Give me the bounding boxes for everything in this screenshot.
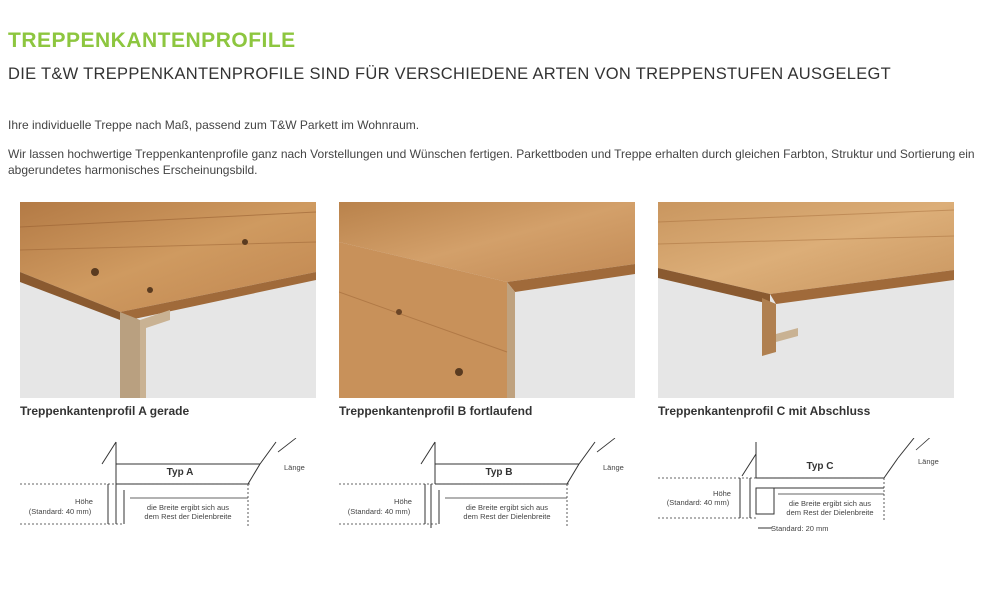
profile-b-caption: Treppenkantenprofil B fortlaufend [339, 404, 533, 418]
profile-b-type-label: Typ B [485, 467, 513, 478]
profile-c-width-note-2: dem Rest der Dielenbreite [786, 508, 874, 517]
profile-a-type-label: Typ A [166, 467, 194, 478]
profile-a-height-std: (Standard: 40 mm) [28, 507, 92, 516]
profile-b-width-note-2: dem Rest der Dielenbreite [463, 512, 551, 521]
profile-b-width-note-1: die Breite ergibt sich aus [465, 503, 549, 512]
profile-b-photo [339, 202, 635, 398]
page-subtitle: DIE T&W TREPPENKANTENPROFILE SIND FÜR VERSCHIEDENE ARTEN VON TREPPENSTUFEN AUSGELEGT [8, 65, 892, 83]
page-title: TREPPENKANTENPROFILE [8, 29, 296, 52]
profile-a-photo [20, 202, 316, 398]
profile-a-diagram [20, 438, 316, 538]
profile-c-height-std: (Standard: 40 mm) [666, 498, 730, 507]
profile-card-c [658, 202, 954, 533]
profile-b-height-std: (Standard: 40 mm) [347, 507, 411, 516]
profile-c-height-label: Höhe [713, 489, 731, 498]
profile-c-length-label: Länge [918, 457, 939, 466]
profile-a-height-label: Höhe [75, 497, 93, 506]
profile-a-length-label: Länge [284, 463, 305, 472]
profile-card-b [339, 202, 635, 521]
intro-paragraph-1: Ihre individuelle Treppe nach Maß, passend zum T&W Parkett im Wohnraum. [8, 118, 420, 132]
profile-c-caption: Treppenkantenprofil C mit Abschluss [658, 404, 871, 418]
profile-b-height-label: Höhe [394, 497, 412, 506]
profile-c-bottom-std: Standard: 20 mm [771, 524, 829, 533]
profile-c-diagram [658, 438, 954, 538]
profile-c-photo [658, 202, 954, 398]
profile-a-width-note-2: dem Rest der Dielenbreite [144, 512, 232, 521]
intro-paragraph-2: Wir lassen hochwertige Treppenkantenprofile ganz nach Vorstellungen und Wünschen fertigen. Parkettboden und Treppe erhalten durch gleichen Farbton, Struktur und Sortierung ein abgerundetes harmonisches Erscheinungsbild. [8, 147, 975, 177]
profile-c-type-label: Typ C [806, 461, 834, 472]
profile-b-length-label: Länge [603, 463, 624, 472]
profile-a-width-note-1: die Breite ergibt sich aus [146, 503, 230, 512]
profile-card-a [20, 202, 316, 521]
profile-c-width-note-1: die Breite ergibt sich aus [788, 499, 872, 508]
profile-b-diagram [339, 438, 635, 538]
profile-a-caption: Treppenkantenprofil A gerade [20, 404, 190, 418]
